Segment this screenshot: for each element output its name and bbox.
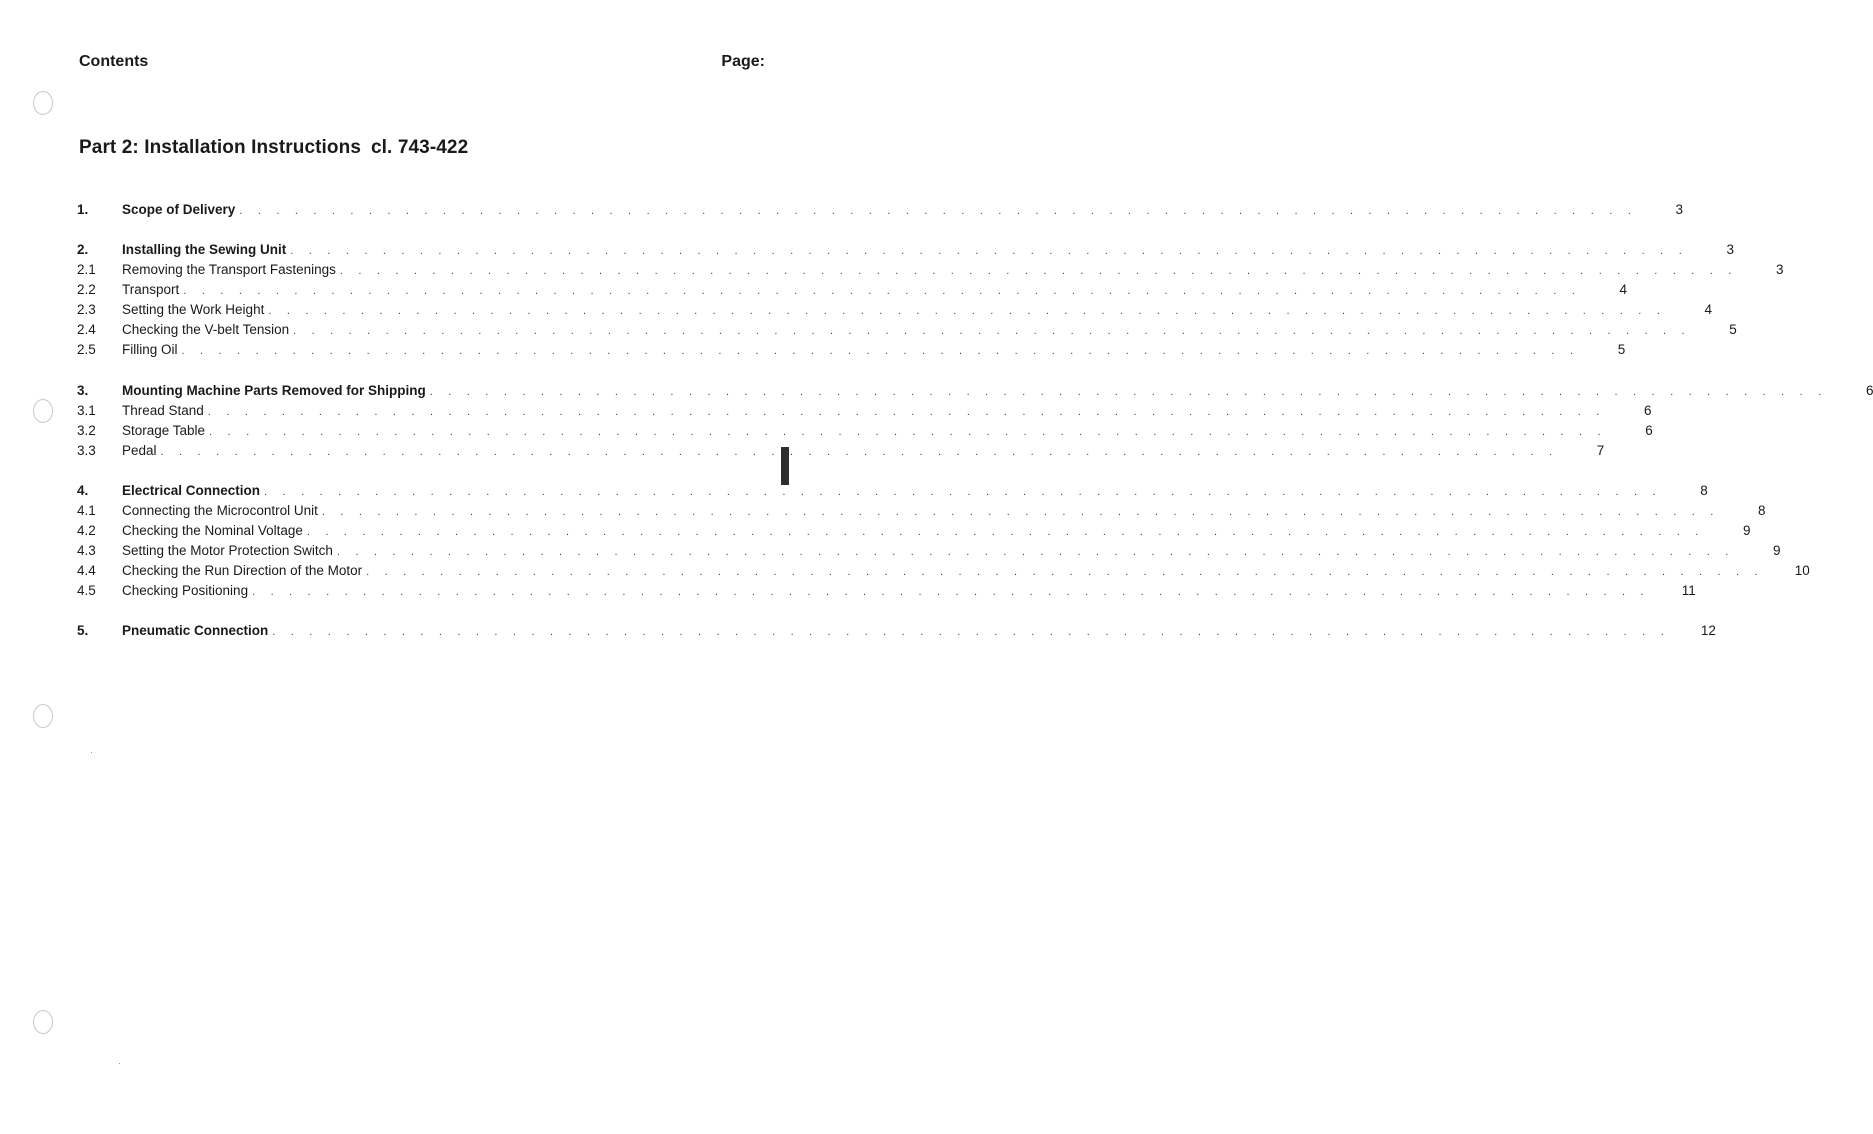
toc-page: 5 — [1729, 322, 1737, 337]
toc-title: Setting the Work Height — [122, 302, 265, 317]
toc-entry-4-2[interactable] — [77, 521, 1751, 541]
toc-page: 3 — [1776, 262, 1784, 277]
toc-page: 5 — [1617, 342, 1626, 357]
toc-number: 4.1 — [77, 503, 96, 518]
toc-leader: . . . . . . . . . . . . . . . . . . . . . . . . . . . . . . . . . . . . . . . . . . . . . . . . . . . . . . . . . . . . . . . . . . . . . . . . . . . . — [306, 526, 1705, 538]
toc-entry-2-3[interactable] — [77, 300, 1713, 320]
toc-title: Removing the Transport Fastenings — [122, 262, 336, 277]
header-page: Page: — [721, 53, 765, 70]
toc-number: 4.5 — [77, 583, 96, 598]
toc-page: 6 — [1865, 383, 1873, 398]
toc-number: 4. — [77, 483, 89, 498]
toc-title: Pneumatic Connection — [122, 623, 269, 638]
toc-entry-1[interactable] — [77, 200, 1683, 220]
toc-entry-2-4[interactable] — [77, 320, 1737, 340]
toc-leader: . . . . . . . . . . . . . . . . . . . . . . . . . . . . . . . . . . . . . . . . . . . . . . . . . . . . . . . . . . . . . . . . . . . . . . . . . . . . — [264, 486, 1662, 498]
toc-page: 3 — [1726, 242, 1734, 257]
toc-number: 2.4 — [77, 322, 96, 337]
toc-entry-4-4[interactable] — [77, 561, 1810, 581]
toc-page: 6 — [1643, 403, 1652, 418]
toc-title: Checking the Run Direction of the Motor — [122, 563, 363, 578]
toc-page: 4 — [1619, 282, 1627, 297]
punch-hole-1 — [33, 91, 53, 115]
toc-title: Storage Table — [122, 423, 206, 438]
toc-number: 2.1 — [77, 262, 96, 277]
toc-page: 10 — [1794, 563, 1810, 578]
punch-hole-2 — [33, 399, 53, 423]
toc-number: 2.2 — [77, 282, 96, 297]
toc-entry-3-1[interactable] — [77, 401, 1652, 421]
toc-entry-2-1[interactable] — [77, 260, 1784, 280]
toc-title: Setting the Motor Protection Switch — [122, 543, 333, 558]
part-code: cl. 743-422 — [371, 137, 469, 158]
scan-speck — [91, 752, 92, 753]
toc-leader: . . . . . . . . . . . . . . . . . . . . . . . . . . . . . . . . . . . . . . . . . . . . . . . . . . . . . . . . . . . . . . . . . . . . . . . . . . . . — [293, 325, 1691, 337]
toc-title: Thread Stand — [122, 403, 204, 418]
toc-entry-5[interactable] — [77, 621, 1716, 641]
toc-entry-4-3[interactable] — [77, 541, 1781, 561]
toc-entry-3[interactable] — [77, 381, 1873, 401]
toc-entry-4[interactable] — [77, 481, 1708, 501]
toc-number: 4.2 — [77, 523, 96, 538]
toc-page: 9 — [1743, 523, 1751, 538]
toc-leader: . . . . . . . . . . . . . . . . . . . . . . . . . . . . . . . . . . . . . . . . . . . . . . . . . . . . . . . . . . . . . . . . . . . . . . . . . . . . — [160, 446, 1559, 458]
toc-leader: . . . . . . . . . . . . . . . . . . . . . . . . . . . . . . . . . . . . . . . . . . . . . . . . . . . . . . . . . . . . . . . . . . . . . . . . . . . . — [366, 566, 1764, 578]
toc-number: 5. — [77, 623, 89, 638]
toc-title: Connecting the Microcontrol Unit — [122, 503, 318, 518]
toc-entry-2[interactable] — [77, 240, 1734, 260]
toc-leader: . . . . . . . . . . . . . . . . . . . . . . . . . . . . . . . . . . . . . . . . . . . . . . . . . . . . . . . . . . . . . . . . . . . . . . . . . . . . — [336, 546, 1735, 558]
toc-leader: . . . . . . . . . . . . . . . . . . . . . . . . . . . . . . . . . . . . . . . . . . . . . . . . . . . . . . . . . . . . . . . . . . . . . . . . . . . . — [239, 205, 1637, 217]
punch-hole-4 — [33, 1010, 53, 1034]
toc-entry-4-5[interactable] — [77, 581, 1696, 601]
toc-entry-2-5[interactable] — [77, 340, 1626, 360]
toc-title: Checking the V-belt Tension — [122, 322, 290, 337]
toc-entry-3-3[interactable] — [77, 441, 1605, 461]
toc-entry-4-1[interactable] — [77, 501, 1766, 521]
toc-leader: . . . . . . . . . . . . . . . . . . . . . . . . . . . . . . . . . . . . . . . . . . . . . . . . . . . . . . . . . . . . . . . . . . . . . . . . . . . . — [183, 285, 1581, 297]
toc-leader: . . . . . . . . . . . . . . . . . . . . . . . . . . . . . . . . . . . . . . . . . . . . . . . . . . . . . . . . . . . . . . . . . . . . . . . . . . . . — [252, 586, 1650, 598]
toc-number: 2.5 — [77, 342, 96, 357]
toc-leader: . . . . . . . . . . . . . . . . . . . . . . . . . . . . . . . . . . . . . . . . . . . . . . . . . . . . . . . . . . . . . . . . . . . . . . . . . . . . — [339, 265, 1738, 277]
toc-title: Filling Oil — [122, 342, 178, 357]
toc-page: 6 — [1645, 423, 1653, 438]
header-contents: Contents — [79, 53, 149, 70]
toc-page: 12 — [1700, 623, 1716, 638]
toc-leader: . . . . . . . . . . . . . . . . . . . . . . . . . . . . . . . . . . . . . . . . . . . . . . . . . . . . . . . . . . . . . . . . . . . . . . . . . . . . — [290, 245, 1688, 257]
toc-page: 8 — [1700, 483, 1708, 498]
toc-title: Pedal — [122, 443, 157, 458]
part-title-text: Part 2: Installation Instructions — [79, 137, 362, 158]
toc-title: Checking Positioning — [122, 583, 249, 598]
toc-number: 4.3 — [77, 543, 96, 558]
toc-leader: . . . . . . . . . . . . . . . . . . . . . . . . . . . . . . . . . . . . . . . . . . . . . . . . . . . . . . . . . . . . . . . . . . . . . . . . . . . . — [272, 626, 1670, 638]
toc-entry-2-2[interactable] — [77, 280, 1627, 300]
toc-number: 1. — [77, 202, 89, 217]
toc-number: 2. — [77, 242, 89, 257]
toc-title: Installing the Sewing Unit — [122, 242, 287, 257]
toc-leader: . . . . . . . . . . . . . . . . . . . . . . . . . . . . . . . . . . . . . . . . . . . . . . . . . . . . . . . . . . . . . . . . . . . . . . . . . . . . — [321, 506, 1720, 518]
toc-page: 7 — [1596, 443, 1605, 458]
toc-page: 9 — [1773, 543, 1781, 558]
toc-number: 3.1 — [77, 403, 96, 418]
scan-speck — [119, 1063, 120, 1064]
toc-title: Mounting Machine Parts Removed for Shipping — [122, 383, 426, 398]
toc-leader: . . . . . . . . . . . . . . . . . . . . . . . . . . . . . . . . . . . . . . . . . . . . . . . . . . . . . . . . . . . . . . . . . . . . . . . . . . . . — [181, 345, 1580, 357]
toc-title: Transport — [122, 282, 180, 297]
toc-page: 3 — [1675, 202, 1683, 217]
toc-number: 3.3 — [77, 443, 96, 458]
toc-leader: . . . . . . . . . . . . . . . . . . . . . . . . . . . . . . . . . . . . . . . . . . . . . . . . . . . . . . . . . . . . . . . . . . . . . . . . . . . . — [429, 386, 1828, 398]
toc-page: 11 — [1681, 583, 1696, 598]
toc-entry-3-2[interactable] — [77, 421, 1653, 441]
toc-number: 3.2 — [77, 423, 96, 438]
toc-leader: . . . . . . . . . . . . . . . . . . . . . . . . . . . . . . . . . . . . . . . . . . . . . . . . . . . . . . . . . . . . . . . . . . . . . . . . . . . . — [207, 406, 1606, 418]
toc-number: 3. — [77, 383, 89, 398]
toc-title: Scope of Delivery — [122, 202, 236, 217]
punch-hole-3 — [33, 704, 53, 728]
toc-title: Electrical Connection — [122, 483, 261, 498]
toc-page: 4 — [1704, 302, 1713, 317]
part-title — [79, 137, 468, 159]
toc-leader: . . . . . . . . . . . . . . . . . . . . . . . . . . . . . . . . . . . . . . . . . . . . . . . . . . . . . . . . . . . . . . . . . . . . . . . . . . . . — [268, 305, 1667, 317]
toc-page: 8 — [1758, 503, 1766, 518]
toc-number: 4.4 — [77, 563, 96, 578]
toc-number: 2.3 — [77, 302, 96, 317]
toc-leader: . . . . . . . . . . . . . . . . . . . . . . . . . . . . . . . . . . . . . . . . . . . . . . . . . . . . . . . . . . . . . . . . . . . . . . . . . . . . — [209, 426, 1607, 438]
toc-title: Checking the Nominal Voltage — [122, 523, 303, 538]
